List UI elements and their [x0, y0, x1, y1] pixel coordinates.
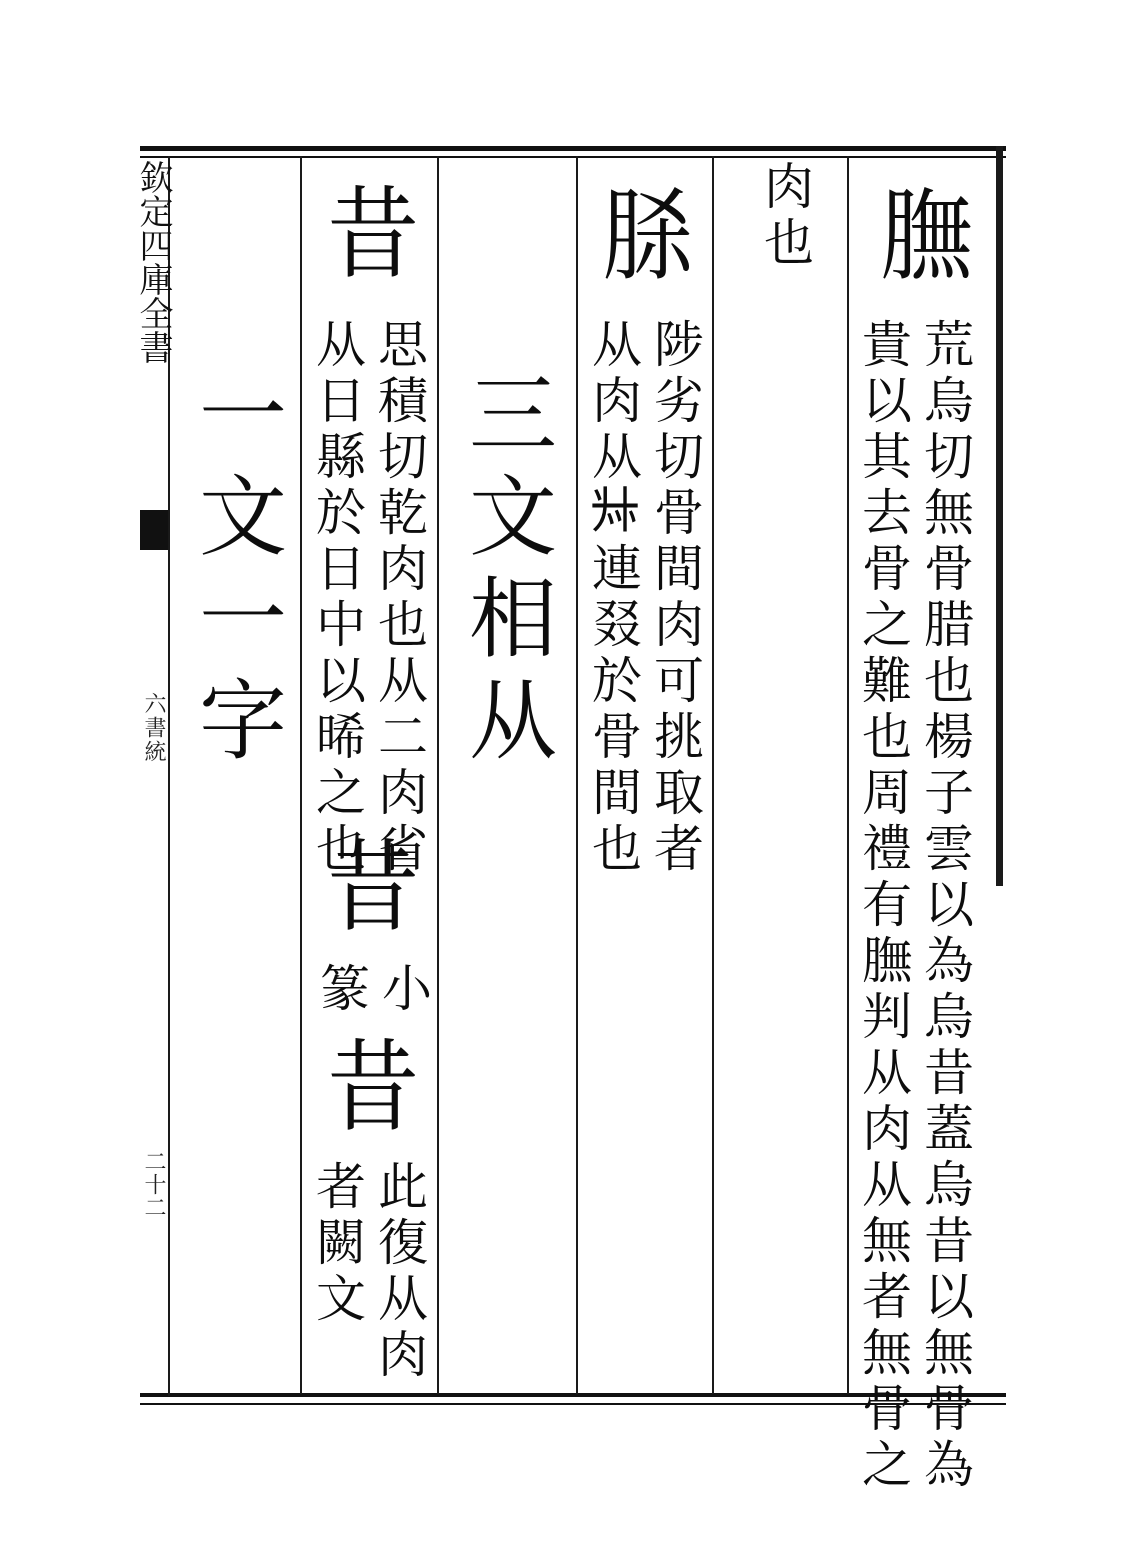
column-rule [300, 156, 302, 1394]
right-border [996, 146, 1003, 886]
seal-character: 昔 [326, 176, 419, 293]
section-heading: 一文一字 [185, 368, 288, 776]
column-rule [576, 156, 578, 1394]
seal-character: 昔 [326, 1029, 419, 1146]
entry-text: 此復从肉 [370, 1160, 428, 1384]
fish-tail-mark [140, 510, 168, 550]
entry-text: 貴以其去骨之難也周禮有膴判从肉从無者無骨之 [854, 318, 912, 1494]
script-note: 小 [374, 962, 432, 1018]
entry-text: 肉也 [756, 160, 814, 272]
entry-text: 陟劣切骨間肉可挑取者 [646, 318, 704, 878]
seal-character: 昔 [326, 829, 419, 946]
page-number: 二十二 [141, 1150, 166, 1219]
entry-text: 荒烏切無骨腊也楊子雲以為烏昔蓋烏昔以無骨為 [916, 318, 974, 1494]
entry-text: 者闕文 [308, 1160, 366, 1328]
top-border-inner [140, 156, 1006, 158]
entry-text: 思積切乾肉也从二肉省 [370, 318, 428, 878]
column-rule [847, 156, 849, 1394]
section-title: 六書統 [141, 692, 166, 764]
column-rule [712, 156, 714, 1394]
column-rule [437, 156, 439, 1394]
seal-character: 脎 [601, 178, 694, 295]
book-title: 欽定四庫全書 [133, 160, 173, 364]
entry-text: 从日縣於日中以晞之也 [308, 318, 366, 878]
seal-character: 膴 [879, 178, 972, 295]
script-note: 篆 [312, 962, 370, 1018]
top-border [140, 146, 1006, 151]
entry-text: 从肉从𠦑連叕於骨間也 [584, 318, 642, 878]
section-heading: 三文相从 [455, 368, 558, 776]
